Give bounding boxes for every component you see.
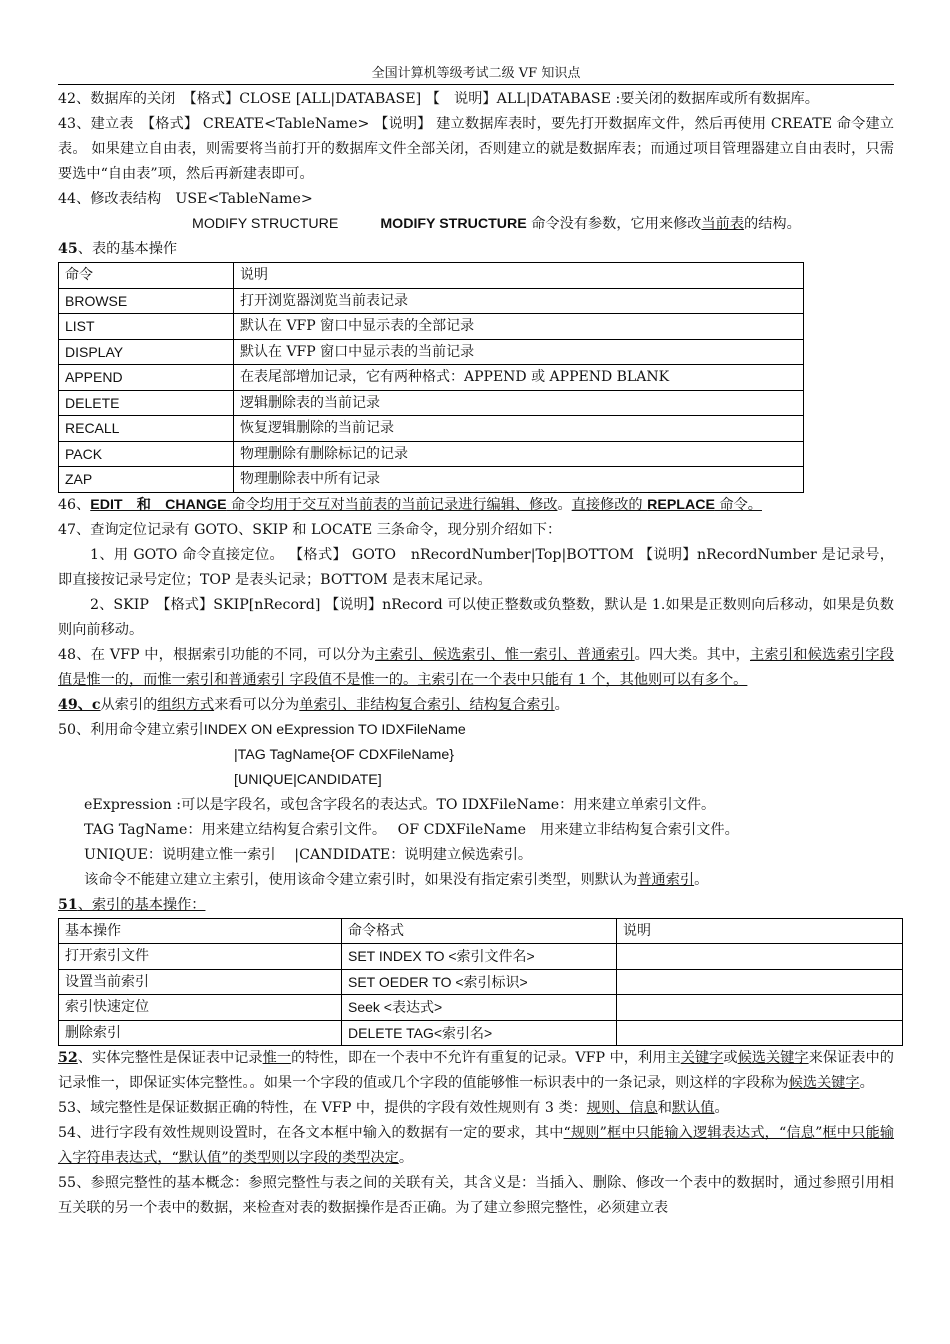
command-cell: BROWSE (59, 288, 234, 314)
item-47: 47、查询定位记录有 GOTO、SKIP 和 LOCATE 三条命令，现分别介绍如下： (58, 521, 562, 538)
item-44-line2 (58, 212, 894, 237)
item-54-period: 。 (398, 1150, 414, 1166)
item-46-replace: REPLACE (647, 496, 715, 513)
item-50-explain-4-text: 该命令不能建立建立主索引，使用该命令建立索引时，如果没有指定索引类型，则默认为 (84, 871, 638, 888)
command-cell: ZAP (59, 467, 234, 493)
header-rule (58, 84, 894, 85)
item-50-explain-4 (58, 868, 894, 893)
item-51-title: 、索引的基本操作： (77, 896, 206, 913)
item-44-cmd: MODIFY STRUCTURE (192, 216, 339, 232)
description-cell: 物理删除表中所有记录 (234, 467, 804, 493)
item-54-underlined: “规则”框中只能输入逻辑表达式，“信息”框中只能输入字符串表达式，“默认值”的类型则以字段的类型决定 (58, 1125, 895, 1166)
table-row (59, 441, 804, 467)
item-53-text: 53、域完整性是保证数据正确的特性，在 VFP 中，提供的字段有效性规则有 3 类： (58, 1100, 587, 1116)
item-50-syntax-3: [UNIQUE|CANDIDATE] (234, 771, 382, 788)
description-cell: 逻辑删除表的当前记录 (234, 390, 804, 416)
item-49-text: 从索引的 (100, 696, 158, 713)
table-header-row (59, 918, 903, 944)
item-52-period: 。 (859, 1075, 874, 1091)
syntax-cell: SET INDEX TO <索引文件名> (342, 944, 617, 970)
item-53 (58, 1096, 894, 1121)
item-46 (58, 493, 894, 518)
item-49-underlined: 组织方式 (157, 696, 215, 713)
table-row (59, 467, 804, 493)
command-cell: DELETE (59, 390, 234, 416)
item-50-syntax-2: |TAG TagName{OF CDXFileName} (234, 746, 454, 763)
item-53-and: 和 (657, 1100, 672, 1116)
table-header-cell: 基本操作 (59, 918, 342, 944)
note-cell (617, 1020, 903, 1046)
description-cell: 默认在 VFP 窗口中显示表的当前记录 (234, 339, 804, 365)
table-row (59, 314, 804, 340)
table-row (59, 944, 903, 970)
item-46-commands: EDIT 和 CHANGE (90, 496, 227, 513)
item-43: 43、建立表 【格式】 CREATE<TableName> 【说明】 建立数据库表时，要先打开数据库文件，然后再使用 CREATE 命令建立表。 如果建立自由表，则需要将当前打开的数据库文件全部关闭，否则建立的就是数据库表；而通过项目管理器建立自由表时，只需要选中“自由表”项，然后再新建表即可。 (58, 116, 894, 182)
item-49-period: 。 (554, 696, 569, 713)
item-47-2: 2、SKIP 【格式】SKIP[nRecord] 【说明】nRecord 可以使正整数或负整数，默认是 1.如果是正数则向后移动，如果是负数则向前移动。 (58, 596, 894, 638)
item-54-text: 54、进行字段有效性规则设置时，在各文本框中输入的数据有一定的要求，其中 (58, 1125, 564, 1141)
item-45-title: 、表的基本操作 (77, 241, 178, 257)
item-52-candidate-key: 候选关键字 (737, 1050, 809, 1066)
command-cell: RECALL (59, 416, 234, 442)
item-48-text2: 。四大类。其中， (634, 646, 750, 663)
command-cell: APPEND (59, 365, 234, 391)
item-42: 42、数据库的关闭 【格式】CLOSE [ALL|DATABASE] 【 说明】ALL|DATABASE :要关闭的数据库或所有数据库。 (58, 91, 819, 107)
item-52-text: 、实体完整性是保证表中记录 (77, 1050, 263, 1066)
note-cell (617, 995, 903, 1021)
description-cell: 默认在 VFP 窗口中显示表的全部记录 (234, 314, 804, 340)
description-cell: 恢复逻辑删除的当前记录 (234, 416, 804, 442)
syntax-cell: DELETE TAG<索引名> (342, 1020, 617, 1046)
note-cell (617, 969, 903, 995)
operation-cell: 索引快速定位 (59, 995, 342, 1021)
item-44-line1: 44、修改表结构 USE<TableName> (58, 191, 313, 207)
item-45-number: 45 (58, 241, 78, 257)
command-cell: DISPLAY (59, 339, 234, 365)
item-50-syntax-1: INDEX ON eExpression TO IDXFileName (203, 721, 466, 738)
item-44-underlined: 当前表 (701, 216, 745, 232)
table-index-operations (58, 918, 903, 1047)
table-header-cell: 命令格式 (342, 918, 617, 944)
item-48 (58, 643, 894, 693)
item-45-heading (58, 237, 894, 262)
item-52-text3: 来保证表中的记录惟一，即保证实体完整性。。如果一个字段的值或几个字段的值能够惟一标识表中的一条记录，则这样的字段称为 (58, 1050, 894, 1091)
item-50-explain-3: UNIQUE：说明建立惟一索引 |CANDIDATE：说明建立候选索引。 (84, 846, 533, 863)
item-52-number: 52 (58, 1050, 78, 1066)
item-52-candidate-key-2: 候选关键字 (788, 1075, 860, 1091)
item-52-or: 或 (723, 1050, 738, 1066)
table-row (59, 969, 903, 995)
syntax-cell: Seek <表达式> (342, 995, 617, 1021)
item-50-explain-2: TAG TagName：用来建立结构复合索引文件。 OF CDXFileName 用来建立非结构复合索引文件。 (84, 821, 739, 838)
note-cell (617, 944, 903, 970)
item-46-text: 命令均用于交互对当前表的当前记录进行编辑、修改 (226, 496, 558, 513)
item-49 (58, 693, 894, 718)
table-row (59, 1020, 903, 1046)
item-50 (58, 718, 894, 743)
item-49-index-kinds: 单索引、非结构复合索引、结构复合索引 (299, 696, 555, 713)
item-50-period: 。 (694, 871, 709, 888)
item-52-unique: 惟一 (262, 1050, 292, 1066)
item-50-explain-1: eExpression :可以是字段名，或包含字段名的表达式。TO IDXFileName：用来建立单索引文件。 (84, 796, 716, 813)
item-51-heading (58, 893, 894, 918)
table-row (59, 339, 804, 365)
item-53-period: 。 (714, 1100, 729, 1116)
operation-cell: 删除索引 (59, 1020, 342, 1046)
table-basic-operations (58, 262, 804, 493)
item-44-bold-cmd: MODIFY STRUCTURE (380, 216, 527, 232)
item-44 (58, 187, 894, 212)
item-48-text: 48、在 VFP 中，根据索引功能的不同，可以分为 (58, 646, 376, 663)
item-46-number: 46、 (58, 496, 91, 513)
table-row (59, 995, 903, 1021)
table-row (59, 288, 804, 314)
item-48-underlined: 主索引和候选索引字段值是惟一的，而惟一索引和普通索引 字段值不是惟一的。主索引在一个表中只能有 1 个，其他则可以有多个。 (58, 646, 894, 688)
item-44-text-end: 的结构。 (744, 216, 801, 232)
item-49-number: 49、c (58, 696, 101, 713)
syntax-cell: SET OEDER TO <索引标识> (342, 969, 617, 995)
table-header-cell: 命令 (59, 263, 234, 289)
operation-cell: 打开索引文件 (59, 944, 342, 970)
item-46-period: 。 (557, 496, 572, 513)
item-52 (58, 1046, 894, 1096)
description-cell: 在表尾部增加记录，它有两种格式：APPEND 或 APPEND BLANK (234, 365, 804, 391)
document-page (58, 66, 894, 1221)
description-cell: 物理删除有删除标记的记录 (234, 441, 804, 467)
table-row (59, 390, 804, 416)
item-53-default: 默认值 (671, 1100, 715, 1116)
item-49-text2: 来看可以分为 (214, 696, 300, 713)
item-52-text2: 的特性，即在一个表中不允许有重复的记录。VFP 中，利用主 (291, 1050, 681, 1066)
item-52-key: 关键字 (680, 1050, 724, 1066)
description-cell: 打开浏览器浏览当前表记录 (234, 288, 804, 314)
item-50-default-index: 普通索引 (637, 871, 695, 888)
table-header-row (59, 263, 804, 289)
table-row (59, 416, 804, 442)
item-48-index-types: 主索引、候选索引、惟一索引、普通索引 (375, 646, 635, 663)
item-54 (58, 1121, 894, 1171)
item-46-text3: 命令。 (714, 496, 762, 513)
item-51-number: 51 (58, 896, 78, 913)
table-header-cell: 说明 (617, 918, 903, 944)
operation-cell: 设置当前索引 (59, 969, 342, 995)
table-header-cell: 说明 (234, 263, 804, 289)
item-44-text: 命令没有参数，它用来修改 (526, 216, 702, 232)
item-53-rules: 规则、信息 (586, 1100, 658, 1116)
item-55: 55、参照完整性的基本概念：参照完整性与表之间的关联有关，其含义是：当插入、删除、修改一个表中的数据时，通过参照引用相互关联的另一个表中的数据，来检查对表的数据操作是否正确。为了建立参照完整性，必须建立表 (58, 1175, 894, 1216)
item-50-lead: 50、利用命令建立索引 (58, 721, 204, 738)
table-row (59, 365, 804, 391)
command-cell: PACK (59, 441, 234, 467)
item-46-text2: 直接修改的 (571, 496, 648, 513)
command-cell: LIST (59, 314, 234, 340)
page-header: 全国计算机等级考试二级 VF 知识点 (371, 66, 581, 81)
item-47-1: 1、用 GOTO 命令直接定位。 【格式】 GOTO nRecordNumber|Top|BOTTOM 【说明】nRecordNumber 是记录号，即直接按记录号定位；TOP 是表头记录；BOTTOM 是表末尾记录。 (58, 546, 894, 588)
